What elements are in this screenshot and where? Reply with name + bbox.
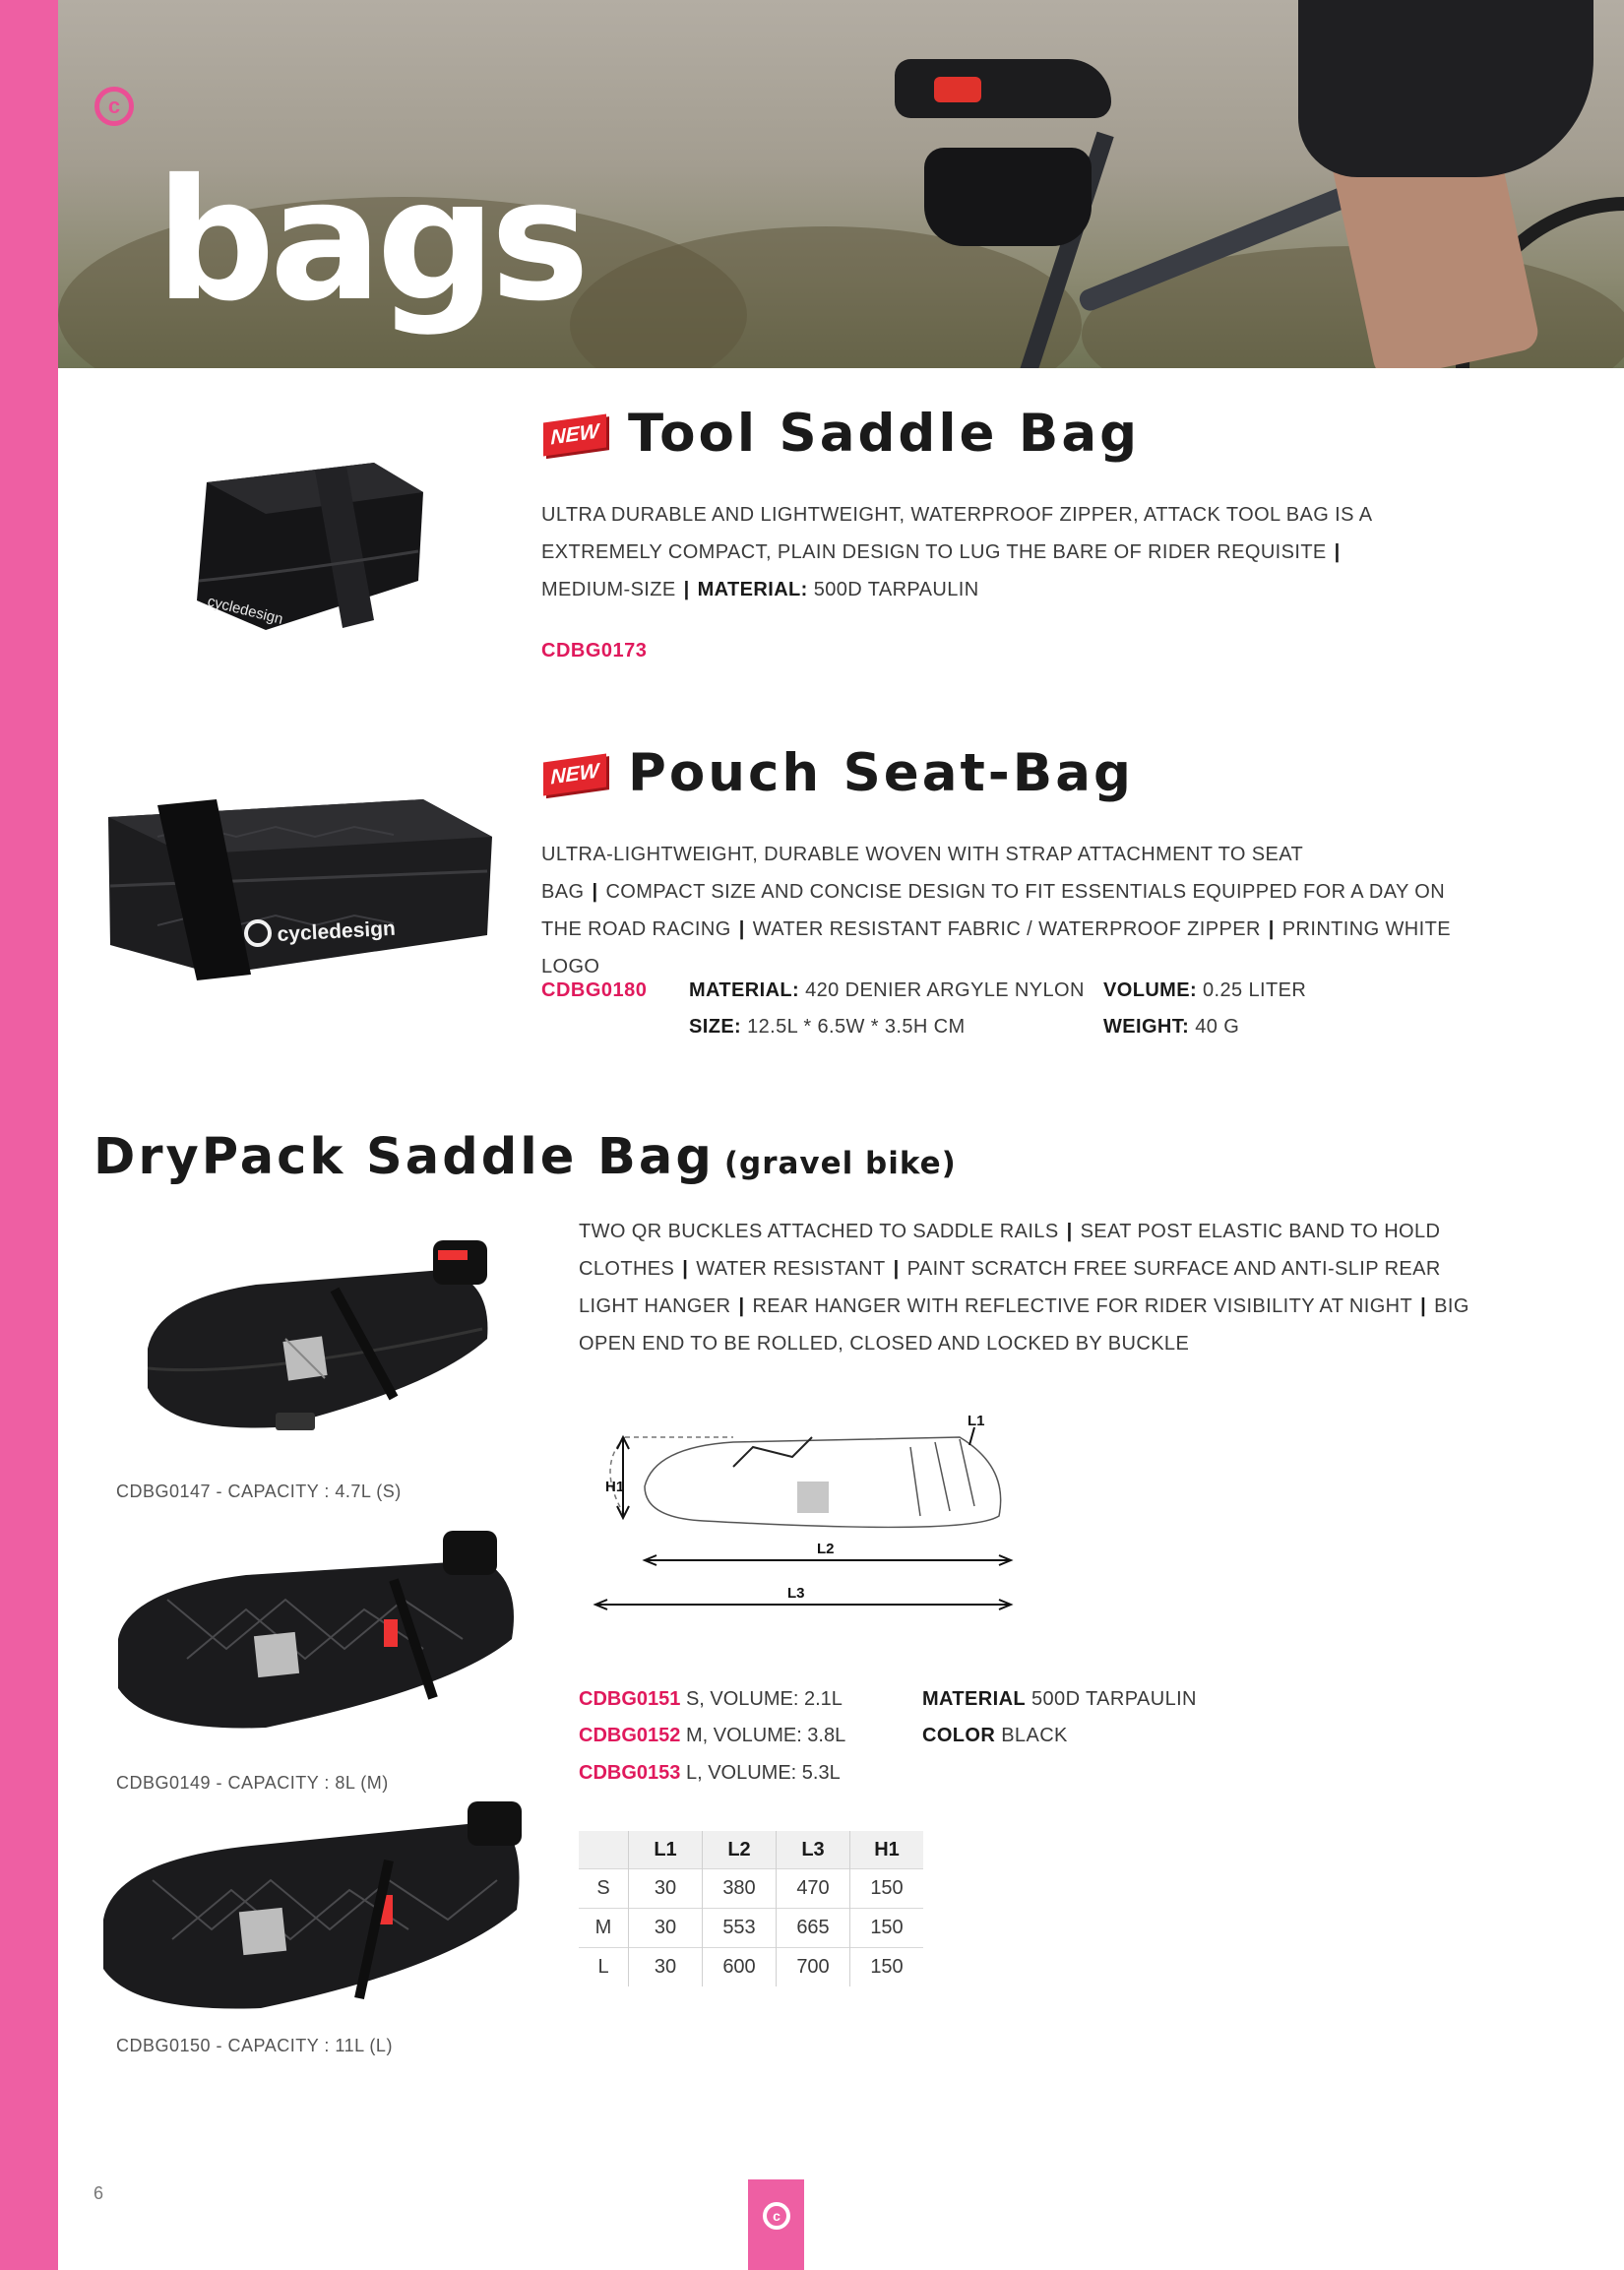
drypack-medium-caption: CDBG0149 - CAPACITY : 8L (M) xyxy=(116,1773,389,1793)
drypack-small-image xyxy=(138,1230,502,1447)
size-label: SIZE: xyxy=(689,1016,742,1038)
product-code: CDBG0173 xyxy=(541,640,648,662)
variant-code: CDBG0151 xyxy=(579,1688,681,1710)
drypack-description: TWO QR BUCKLES ATTACHED TO SADDLE RAILS | SEAT POST ELASTIC BAND TO HOLD CLOTHES | WATER RESISTANT | PAINT SCRATCH FREE SURFACE AND ANTI-SLIP REAR LIGHT HANGER | REAR HANGER WITH REFLECTIVE FOR RIDER VISIBILITY AT NIGHT | BIG OPEN END TO BE ROLLED, CLOSED AND LOCKED BY BUCKLE xyxy=(579,1221,1469,1355)
table-row xyxy=(579,1869,923,1909)
volume-spec xyxy=(1103,979,1306,1002)
description-text: SEAT POST ELASTIC BAND TO HOLD CLOTHES xyxy=(579,1221,1441,1280)
footer-logo-tab xyxy=(748,2179,804,2270)
pouch-bag-brand-text: cycledesign xyxy=(277,916,397,946)
variant-code: CDBG0153 xyxy=(579,1762,681,1784)
material-spec xyxy=(689,979,1085,1002)
variant-text: S, VOLUME: 2.1L xyxy=(685,1688,843,1710)
material-value: 500D TARPAULIN xyxy=(1031,1688,1197,1710)
table-header-cell xyxy=(579,1831,629,1869)
size-value: 12.5L * 6.5W * 3.5H CM xyxy=(747,1016,966,1038)
table-cell: 380 xyxy=(703,1869,777,1909)
page-number: 6 xyxy=(94,2183,104,2203)
drypack-medium-image xyxy=(108,1531,522,1737)
description-text: WATER RESISTANT xyxy=(696,1258,886,1280)
drypack-subtitle: (gravel bike) xyxy=(723,1146,957,1181)
table-cell: 553 xyxy=(703,1909,777,1948)
footer-logo-icon: c xyxy=(763,2202,790,2230)
variant-code: CDBG0152 xyxy=(579,1725,681,1746)
table-cell: 150 xyxy=(850,1948,924,1987)
drypack-title: DryPack Saddle Bag xyxy=(94,1128,715,1186)
variant-line xyxy=(579,1762,841,1785)
product-code: CDBG0180 xyxy=(541,979,648,1001)
diagram-label-h1: H1 xyxy=(605,1479,625,1495)
weight-label: WEIGHT: xyxy=(1103,1016,1190,1038)
description-text: ULTRA DURABLE AND LIGHTWEIGHT, WATERPROOF ZIPPER, ATTACK TOOL BAG IS A EXTREMELY COMPACT, PLAIN DESIGN TO LUG THE BARE OF RIDER REQUISITE xyxy=(541,504,1372,563)
size-spec xyxy=(689,1016,966,1039)
hero-saddle-accent xyxy=(934,77,981,102)
drypack-color-spec xyxy=(922,1725,1068,1747)
table-row xyxy=(579,1948,923,1987)
variant-line xyxy=(579,1725,845,1747)
description-text: ULTRA-LIGHTWEIGHT, DURABLE WOVEN WITH STRAP ATTACHMENT TO SEAT BAG xyxy=(541,844,1303,903)
table-cell: L xyxy=(579,1948,629,1987)
drypack-large-image xyxy=(94,1801,527,2018)
hero-rider-shorts xyxy=(1298,0,1593,177)
dimension-table xyxy=(579,1831,923,1986)
table-cell: 700 xyxy=(777,1948,850,1987)
variant-text: M, VOLUME: 3.8L xyxy=(685,1725,846,1746)
table-cell: 150 xyxy=(850,1909,924,1948)
table-row xyxy=(579,1909,923,1948)
table-cell: 470 xyxy=(777,1869,850,1909)
material-label: MATERIAL: xyxy=(697,579,808,600)
diagram-label-l2: L2 xyxy=(817,1541,835,1557)
description-text: PAINT SCRATCH FREE SURFACE AND ANTI-SLIP REAR LIGHT HANGER xyxy=(579,1258,1441,1317)
diagram-label-l3: L3 xyxy=(787,1585,805,1602)
table-header-cell: L2 xyxy=(703,1831,777,1869)
weight-value: 40 G xyxy=(1195,1016,1240,1038)
table-header-cell: L3 xyxy=(777,1831,850,1869)
drypack-dimension-diagram xyxy=(586,1408,1019,1644)
material-value: 500D TARPAULIN xyxy=(813,579,979,600)
volume-label: VOLUME: xyxy=(1103,979,1198,1001)
table-cell: 665 xyxy=(777,1909,850,1948)
page-title: bags xyxy=(156,144,585,339)
material-value: 420 DENIER ARGYLE NYLON xyxy=(805,979,1085,1001)
table-cell: M xyxy=(579,1909,629,1948)
brand-logo-icon: c xyxy=(94,87,134,126)
tool-saddle-bag-title: Tool Saddle Bag xyxy=(628,404,1141,464)
tool-saddle-bag-description: ULTRA DURABLE AND LIGHTWEIGHT, WATERPROOF ZIPPER, ATTACK TOOL BAG IS A EXTREMELY COMPACT, PLAIN DESIGN TO LUG THE BARE OF RIDER REQUISITE | MEDIUM-SIZE | MATERIAL: 500D TARPAULIN xyxy=(541,504,1372,600)
material-label: MATERIAL: xyxy=(689,979,800,1001)
description-text: BIG OPEN END TO BE ROLLED, CLOSED AND LOCKED BY BUCKLE xyxy=(579,1295,1469,1355)
volume-value: 0.25 LITER xyxy=(1203,979,1307,1001)
table-header-cell: H1 xyxy=(850,1831,924,1869)
new-badge: NEW xyxy=(543,754,606,796)
table-cell: 150 xyxy=(850,1869,924,1909)
color-value: BLACK xyxy=(1001,1725,1068,1746)
table-cell: S xyxy=(579,1869,629,1909)
drypack-large-caption: CDBG0150 - CAPACITY : 11L (L) xyxy=(116,2036,393,2055)
table-cell: 30 xyxy=(629,1869,703,1909)
diagram-label-l1: L1 xyxy=(968,1413,985,1429)
table-header-row xyxy=(579,1831,923,1869)
material-label: MATERIAL xyxy=(922,1688,1027,1710)
table-cell: 30 xyxy=(629,1909,703,1948)
pouch-seat-bag-title: Pouch Seat-Bag xyxy=(628,743,1134,803)
left-accent-bar xyxy=(0,0,58,2270)
tool-saddle-bag-image xyxy=(177,433,433,640)
drypack-section-title xyxy=(94,1128,957,1186)
description-text: TWO QR BUCKLES ATTACHED TO SADDLE RAILS xyxy=(579,1221,1059,1242)
pouch-seat-bag-image xyxy=(98,778,502,984)
drypack-material-spec xyxy=(922,1688,1197,1711)
new-badge: NEW xyxy=(543,414,606,457)
table-header-cell: L1 xyxy=(629,1831,703,1869)
color-label: COLOR xyxy=(922,1725,996,1746)
tool-bag-brand-text: cycledesign xyxy=(206,593,285,628)
size-text: MEDIUM-SIZE xyxy=(541,579,676,600)
hero-saddle xyxy=(895,59,1111,118)
pouch-seat-bag-description: ULTRA-LIGHTWEIGHT, DURABLE WOVEN WITH STRAP ATTACHMENT TO SEAT BAG | COMPACT SIZE AND CONCISE DESIGN TO FIT ESSENTIALS EQUIPPED FOR A DAY ON THE ROAD RACING | WATER RESISTANT FABRIC / WATERPROOF ZIPPER | PRINTING WHITE LOGO xyxy=(541,844,1451,977)
description-text: REAR HANGER WITH REFLECTIVE FOR RIDER VISIBILITY AT NIGHT xyxy=(752,1295,1413,1317)
description-text: PRINTING WHITE LOGO xyxy=(541,918,1451,977)
description-text: COMPACT SIZE AND CONCISE DESIGN TO FIT ESSENTIALS EQUIPPED FOR A DAY ON THE ROAD RACING xyxy=(541,881,1446,940)
description-text: WATER RESISTANT FABRIC / WATERPROOF ZIPPER xyxy=(752,918,1261,940)
drypack-small-caption: CDBG0147 - CAPACITY : 4.7L (S) xyxy=(116,1482,402,1501)
table-cell: 600 xyxy=(703,1948,777,1987)
hero-saddle-bag xyxy=(924,148,1092,246)
variant-line xyxy=(579,1688,843,1711)
table-cell: 30 xyxy=(629,1948,703,1987)
weight-spec xyxy=(1103,1016,1239,1039)
variant-text: L, VOLUME: 5.3L xyxy=(685,1762,841,1784)
